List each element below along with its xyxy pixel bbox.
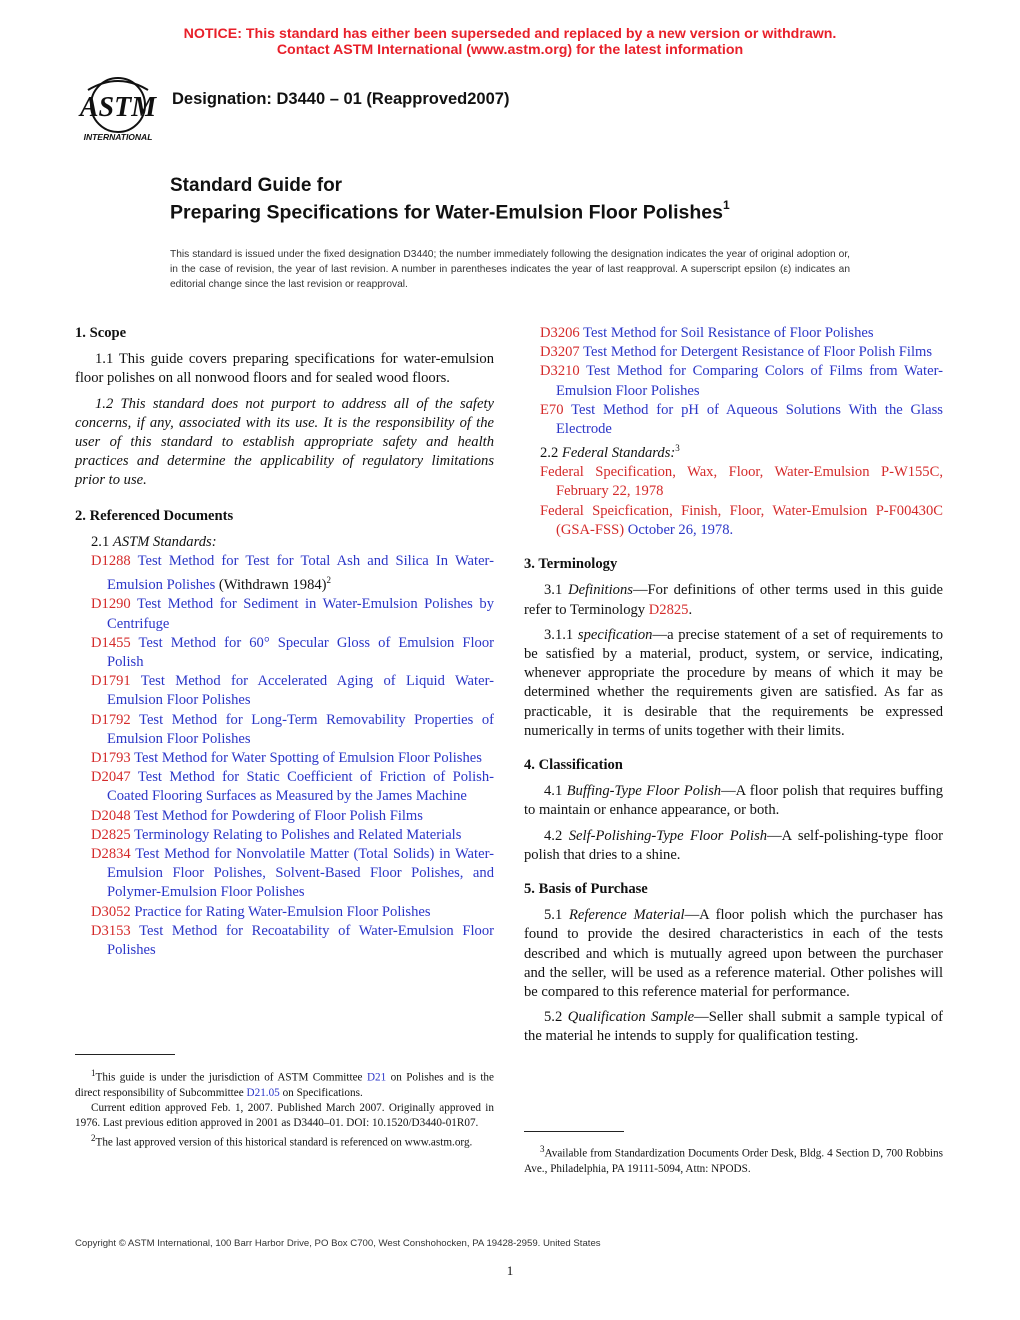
astm-ref-item[interactable] — [524, 324, 943, 343]
astm-ref-code[interactable]: D3210 — [540, 363, 580, 380]
astm-ref-item[interactable] — [524, 343, 943, 362]
astm-ref-title[interactable]: Test Method for Test for Total Ash and Silica In Water-Emulsion Polishes — [107, 553, 494, 594]
class-4-1-term: Buffing-Type Floor Polish — [566, 783, 722, 800]
astm-logo — [74, 74, 162, 144]
basis-5-1 — [524, 906, 943, 1002]
astm-ref-code[interactable]: D1290 — [91, 596, 131, 613]
astm-ref-item[interactable] — [75, 634, 494, 672]
section-scope-heading: 1. Scope — [75, 325, 127, 341]
astm-ref-title[interactable]: Test Method for Soil Resistance of Floor Polishes — [583, 325, 874, 341]
footnote-1-c: on Specifications. — [279, 1086, 363, 1099]
basis-5-2-num: 5.2 — [544, 1009, 563, 1026]
astm-ref-code[interactable]: D2825 — [91, 826, 131, 843]
copyright: Copyright © ASTM International, 100 Barr Harbor Drive, PO Box C700, West Conshohocken, PA 19428-2959. United States — [75, 1238, 601, 1249]
federal-label-text: Federal Standards: — [561, 445, 676, 462]
footnote-1 — [75, 1066, 494, 1101]
footnote-1-a: This guide is under the jurisdiction of ASTM Committee — [95, 1071, 367, 1084]
astm-ref-item[interactable] — [75, 711, 494, 749]
class-4-1-text: —A floor polish that requires buffing to maintain or enhance appearance, or both. — [524, 783, 943, 819]
page-number: 1 — [506, 1263, 514, 1278]
astm-ref-code[interactable]: D1793 — [91, 749, 131, 766]
footnote-2 — [75, 1131, 494, 1151]
title-footnote-mark: 1 — [722, 198, 730, 212]
term-3-1-1-text: —a precise statement of a set of requirements to be satisfied by a material, product, system, or service, indicating, whenever appropriate the procedure by means of which it may be determined whether the requirements given are satisfied. As far as practicable, it is desirable that the requirements be expressed numerically in terms of units together with their limits. — [524, 626, 943, 739]
astm-ref-title[interactable]: Test Method for Comparing Colors of Films from Water-Emulsion Floor Polishes — [556, 363, 943, 399]
astm-ref-item[interactable] — [75, 749, 494, 768]
astm-ref-code[interactable]: D3153 — [91, 922, 131, 939]
astm-ref-title[interactable]: Practice for Rating Water-Emulsion Floor Polishes — [134, 903, 431, 920]
terminology-3-1-1 — [524, 626, 943, 741]
astm-ref-code[interactable]: D2047 — [91, 769, 131, 786]
designation: Designation: D3440 – 01 (Reapproved2007) — [172, 90, 510, 108]
class-4-2-term: Self-Polishing-Type Floor Polish — [568, 827, 768, 844]
astm-ref-title[interactable]: Test Method for Long-Term Removability Properties of Emulsion Floor Polishes — [107, 711, 495, 747]
footnote-3 — [524, 1142, 943, 1177]
astm-ref-item[interactable] — [75, 845, 494, 903]
federal-ref-2[interactable] — [524, 502, 943, 540]
astm-ref-title[interactable]: Test Method for Detergent Resistance of Floor Polish Films — [583, 344, 933, 361]
footnote-3-mark: 3 — [540, 1144, 545, 1154]
footnote-rule-left — [75, 1054, 175, 1055]
right-column — [524, 324, 943, 1053]
notice-line-2: Contact ASTM International (www.astm.org) for the latest information — [276, 41, 744, 58]
committee-link[interactable]: D21 — [366, 1071, 387, 1084]
federal-ref-1[interactable] — [524, 463, 943, 501]
federal-ref-2-date[interactable]: October 26, 1978. — [624, 521, 734, 538]
astm-ref-title[interactable]: Terminology Relating to Polishes and Related Materials — [134, 826, 462, 843]
federal-footnote-mark: 3 — [675, 443, 680, 454]
term-3-1-link[interactable]: D2825 — [648, 601, 689, 618]
footnotes-right — [524, 1142, 943, 1177]
astm-ref-title[interactable]: Test Method for Nonvolatile Matter (Total Solids) in Water-Emulsion Floor Polishes, Solvent-Based Floor Polishes, and Polymer-Emulsion Floor Polishes — [107, 845, 494, 901]
footnote-rule-right — [524, 1131, 624, 1132]
title-line-1: Standard Guide for — [170, 175, 343, 196]
footnote-2-text: The last approved version of this historical standard is referenced on www.astm.org. — [95, 1136, 473, 1149]
astm-ref-footnote-mark: 2 — [326, 575, 332, 586]
federal-ref-2-link[interactable]: Federal Speicfication, Finish, Floor, Water-Emulsion P-F00430C (GSA-FSS) — [540, 502, 943, 538]
term-3-1-text: —For definitions of other terms used in this guide refer to Terminology — [524, 582, 943, 618]
subcommittee-link[interactable]: D21.05 — [246, 1086, 280, 1099]
scope-1-1: 1.1 This guide covers preparing specifications for water-emulsion floor polishes on all nonwood floors and for sealed wood floors. — [75, 351, 494, 387]
astm-ref-item[interactable] — [75, 922, 494, 960]
term-3-1-1-num: 3.1.1 — [544, 626, 574, 643]
title-line-2 — [170, 200, 730, 225]
astm-ref-title[interactable]: Test Method for 60° Specular Gloss of Emulsion Floor Polish — [107, 634, 494, 670]
astm-ref-item[interactable] — [75, 807, 494, 826]
basis-5-2-text: —Seller shall submit a sample typical of the material he intends to supply for qualification testing. — [524, 1009, 943, 1045]
astm-reference-list-left — [75, 552, 494, 960]
astm-ref-item[interactable] — [75, 768, 494, 806]
section-terminology-heading: 3. Terminology — [524, 556, 618, 573]
astm-ref-code[interactable]: D3206 — [540, 325, 580, 341]
footnote-2-mark: 2 — [91, 1132, 96, 1143]
terminology-3-1 — [524, 581, 943, 619]
term-3-1-num: 3.1 — [544, 582, 563, 599]
astm-ref-item[interactable] — [524, 362, 943, 400]
withdrawal-notice — [0, 27, 1020, 58]
astm-reference-list-right — [524, 324, 943, 439]
classification-4-1 — [524, 782, 943, 820]
federal-standards-label — [524, 439, 943, 463]
footnote-1-b: on Polishes and is the direct responsibility of Subcommittee — [75, 1071, 494, 1099]
term-3-1-term: Definitions — [568, 582, 633, 599]
issue-statement: This standard is issued under the fixed designation D3440; the number immediately following the designation indicates the year of original adoption or, in the case of revision, the year of last revision. A number in parentheses indicates the year of last reapproval. A superscript epsilon (ε) indicates an editorial change since the last revision or reapproval. — [170, 249, 850, 290]
section-basis-heading: 5. Basis of Purchase — [524, 880, 648, 897]
astm-ref-code[interactable]: E70 — [540, 401, 564, 418]
astm-ref-code[interactable]: D3052 — [91, 903, 131, 920]
scope-1-2: 1.2 This standard does not purport to address all of the safety concerns, if any, associated with its use. It is the responsibility of the user of this standard to establish appropriate safety and health practices and determine the applicability of regulatory limitations prior to use. — [75, 395, 494, 489]
federal-label-num: 2.2 — [540, 445, 559, 462]
section-referenced-heading: 2. Referenced Documents — [75, 507, 234, 524]
basis-5-2 — [524, 1008, 943, 1046]
astm-ref-item[interactable] — [75, 552, 494, 595]
astm-ref-code[interactable]: D3207 — [540, 344, 580, 361]
astm-ref-note: (Withdrawn 1984) — [215, 577, 327, 594]
astm-ref-code[interactable]: D1791 — [91, 673, 131, 690]
class-4-2-num: 4.2 — [544, 827, 563, 844]
astm-ref-item[interactable] — [75, 903, 494, 922]
footnote-1-mark: 1 — [91, 1068, 96, 1078]
astm-ref-title[interactable]: Test Method for Powdering of Floor Polish Films — [134, 807, 423, 824]
astm-ref-item[interactable] — [75, 672, 494, 710]
astm-ref-title[interactable]: Test Method for pH of Aqueous Solutions With the Glass Electrode — [556, 401, 943, 438]
notice-line-1: NOTICE: This standard has either been superseded and replaced by a new version or withdrawn. — [183, 26, 837, 42]
astm-ref-item[interactable] — [75, 826, 494, 845]
astm-label-num: 2.1 — [91, 533, 110, 550]
title-text: Preparing Specifications for Water-Emulsion Floor Polishes — [170, 201, 723, 224]
basis-5-1-term: Reference Material — [568, 907, 685, 924]
footnotes-left — [75, 1066, 494, 1150]
logo-caption: INTERNATIONAL — [83, 132, 153, 142]
astm-ref-code[interactable]: D1792 — [91, 711, 131, 728]
astm-ref-code[interactable]: D1455 — [91, 634, 131, 651]
footnote-3-text: Available from Standardization Documents Order Desk, Bldg. 4 Section D, 700 Robbins Ave., Philadelphia, PA 19111-5094, Attn: NPODS. — [524, 1147, 943, 1175]
basis-5-2-term: Qualification Sample — [567, 1009, 695, 1026]
astm-ref-title[interactable]: Test Method for Sediment in Water-Emulsion Polishes by Centrifuge — [107, 596, 494, 632]
astm-ref-title[interactable]: Test Method for Water Spotting of Emulsion Floor Polishes — [134, 749, 482, 766]
astm-label-text: ASTM Standards: — [112, 533, 217, 550]
astm-ref-code[interactable]: D2048 — [91, 807, 131, 824]
classification-4-2 — [524, 827, 943, 865]
astm-ref-title[interactable]: Test Method for Recoatability of Water-Emulsion Floor Polishes — [107, 922, 494, 958]
footnote-1-edition: Current edition approved Feb. 1, 2007. Published March 2007. Originally approved in 1976. Last previous edition approved in 2001 as D3440–01. DOI: 10.1520/D3440-01R07. — [75, 1101, 494, 1129]
astm-ref-code[interactable]: D1288 — [91, 553, 131, 570]
term-3-1-end: . — [688, 601, 693, 618]
basis-5-1-num: 5.1 — [544, 907, 563, 924]
astm-ref-item[interactable] — [524, 401, 943, 439]
class-4-2-text: —A self-polishing-type floor polish that dries to a shine. — [524, 827, 943, 863]
astm-ref-title[interactable]: Test Method for Accelerated Aging of Liquid Water-Emulsion Floor Polishes — [107, 673, 494, 709]
astm-ref-code[interactable]: D2834 — [91, 845, 131, 862]
section-classification-heading: 4. Classification — [524, 756, 623, 773]
basis-5-1-text: —A floor polish which the purchaser has found to provide the desired characteristics in each of the tests described and which is mutually agreed upon between the purchaser and the seller, will be used as a reference material. Other polishes will be compared to this reference material for performance. — [524, 907, 943, 1000]
logo-letters: ASTM — [79, 92, 157, 123]
astm-standards-label — [75, 533, 494, 552]
federal-ref-1-link[interactable]: Federal Specification, Wax, Floor, Water-Emulsion P-W155C, February 22, 1978 — [540, 464, 943, 500]
astm-ref-item[interactable] — [75, 595, 494, 633]
astm-ref-title[interactable]: Test Method for Static Coefficient of Friction of Polish-Coated Flooring Surfaces as Measured by the James Machine — [107, 769, 494, 805]
term-3-1-1-term: specification — [577, 626, 653, 643]
class-4-1-num: 4.1 — [544, 783, 563, 800]
left-column — [75, 324, 494, 960]
